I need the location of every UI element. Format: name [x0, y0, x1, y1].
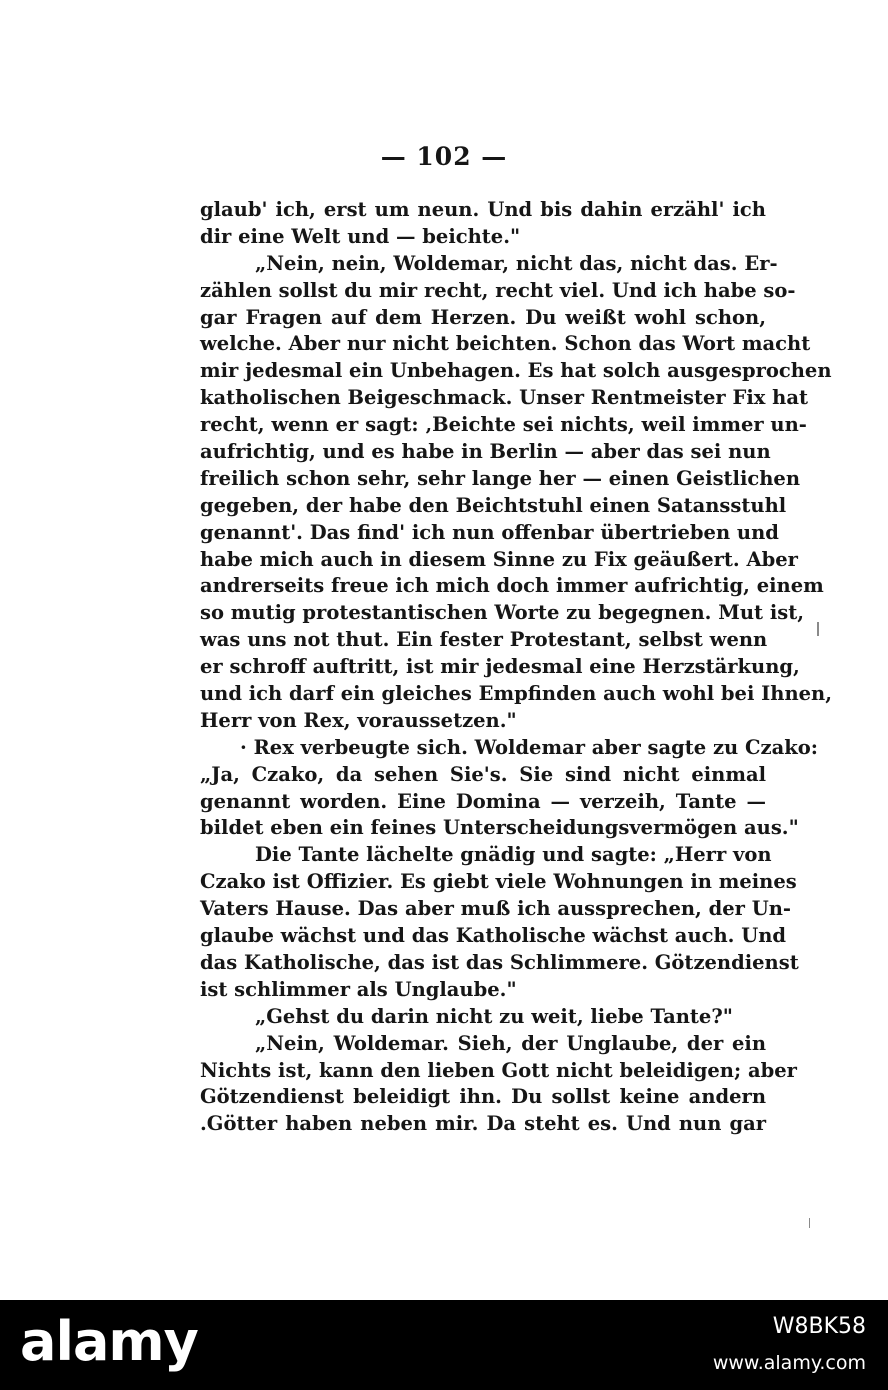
- text-line: Czako ist Offizier. Es giebt viele Wohnungen in meines: [200, 870, 797, 894]
- text-line: „Gehst du darin nicht zu weit, liebe Tante?": [255, 1004, 733, 1028]
- text-line: habe mich auch in diesem Sinne zu Fix geäußert. Aber: [200, 547, 798, 571]
- text-line: .Götter haben neben mir. Da steht es. Und nun gar: [200, 1112, 766, 1136]
- text-line: · Rex verbeugte sich. Woldemar aber sagte zu Czako:: [240, 735, 818, 759]
- text-line: Götzendienst beleidigt ihn. Du sollst keine andern: [200, 1085, 766, 1109]
- image-id: W8BK58: [772, 1314, 866, 1339]
- text-line: welche. Aber nur nicht beichten. Schon das Wort macht: [200, 332, 811, 356]
- text-line: er schroff auftritt, ist mir jedesmal eine Herzstärkung,: [200, 655, 800, 679]
- text-line: und ich darf ein gleiches Empfinden auch wohl bei Ihnen,: [200, 682, 833, 706]
- margin-mark: [809, 1218, 810, 1228]
- margin-mark: [817, 622, 819, 636]
- text-line: mir jedesmal ein Unbehagen. Es hat solch ausgesprochen: [200, 359, 832, 383]
- text-line: so mutig protestantischen Worte zu begegnen. Mut ist,: [200, 601, 804, 625]
- brand-logo: alamy: [20, 1310, 198, 1373]
- page-number: — 102 —: [380, 142, 508, 171]
- text-line: genannt worden. Eine Domina — verzeih, Tante —: [200, 789, 766, 813]
- text-line: Vaters Hause. Das aber muß ich aussprechen, der Un-: [200, 897, 792, 921]
- text-line: glaub' ich, erst um neun. Und bis dahin erzähl' ich: [200, 198, 766, 221]
- text-line: ist schlimmer als Unglaube.": [200, 977, 517, 1001]
- text-line: Nichts ist, kann den lieben Gott nicht beleidigen; aber: [200, 1058, 797, 1082]
- watermark-bar: [0, 1300, 888, 1390]
- text-line: zählen sollst du mir recht, recht viel. Und ich habe so-: [200, 278, 796, 302]
- text-line: bildet eben ein feines Unterscheidungsvermögen aus.": [200, 816, 799, 840]
- text-line: gar Fragen auf dem Herzen. Du weißt wohl schon,: [200, 305, 766, 329]
- text-line: glaube wächst und das Katholische wächst auch. Und: [200, 924, 787, 948]
- text-line: aufrichtig, und es habe in Berlin — aber das sei nun: [200, 440, 771, 464]
- text-line: das Katholische, das ist das Schlimmere. Götzendienst: [200, 950, 799, 974]
- text-line: was uns not thut. Ein fester Protestant, selbst wenn: [200, 628, 768, 652]
- text-line: andrerseits freue ich mich doch immer aufrichtig, einem: [200, 574, 824, 598]
- text-line: katholischen Beigeschmack. Unser Rentmeister Fix hat: [200, 386, 808, 410]
- body-text: [200, 197, 833, 1138]
- text-line: „Nein, nein, Woldemar, nicht das, nicht das. Er-: [255, 251, 778, 275]
- text-line: Herr von Rex, voraussetzen.": [200, 708, 517, 732]
- text-line: „Ja, Czako, da sehen Sie's. Sie sind nicht einmal: [200, 762, 766, 786]
- text-line: gegeben, der habe den Beichtstuhl einen Satansstuhl: [200, 493, 787, 517]
- text-line: recht, wenn er sagt: ‚Beichte sei nichts, weil immer un-: [200, 413, 807, 437]
- text-line: genannt'. Das find' ich nun offenbar übertrieben und: [200, 520, 779, 544]
- text-line: „Nein, Woldemar. Sieh, der Unglaube, der ein: [255, 1031, 766, 1055]
- site-url: www.alamy.com: [712, 1352, 866, 1374]
- text-line: Die Tante lächelte gnädig und sagte: „Herr von: [255, 843, 772, 867]
- text-line: freilich schon sehr, sehr lange her — einen Geistlichen: [200, 466, 801, 490]
- text-line: dir eine Welt und — beichte.": [200, 224, 521, 248]
